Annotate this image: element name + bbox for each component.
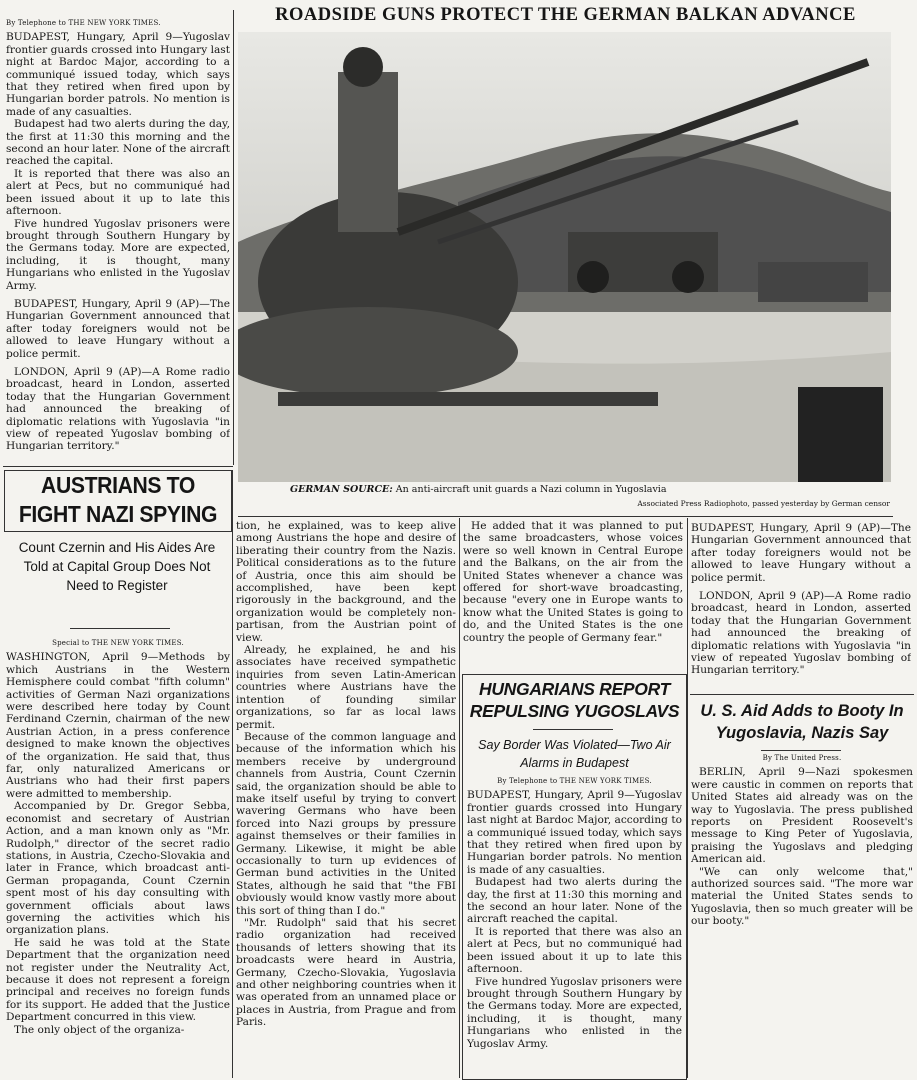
us-aid-story [691, 700, 913, 1078]
section-rule [238, 516, 893, 517]
austrians-column-2 [236, 520, 456, 1078]
paragraph: He said he was told at the State Department that the organization need not register under the Neutrality Act, because it does not represent a foreign principal and receives no foreign funds for its support. He added that the Justice Department concurred in this view. [6, 936, 230, 1024]
deck-rule [70, 628, 170, 629]
anti-aircraft-gun-photo [238, 32, 891, 482]
austrians-headline: AUSTRIANS TO FIGHT NAZI SPYING [18, 472, 218, 527]
paragraph: "Mr. Rudolph" said that his secret radio organization had received thousands of letters showing that its broadcasts were heard in Austria, Germany, Czecho-Slovakia, Yugoslavia and other neighboring countries when it was operated from an unnamed place or places in Austria, from Prague and from Paris. [236, 917, 456, 1029]
austrians-headline-box [4, 470, 232, 532]
section-rule [690, 694, 914, 695]
news-photo [238, 32, 891, 482]
byline: By Telephone to THE NEW YORK TIMES. [6, 19, 161, 27]
caption-lead: GERMAN SOURCE: [290, 484, 393, 495]
paragraph: tion, he explained, was to keep alive among Austrians the hope and desire of liberating their country from the Nazis. Political considerations as to the future of Austria, once this aim should be accomplished, have been kept rigorously in the background, and the organization would be completely non-partisan, from the Austrian point of view. [236, 520, 456, 644]
photo-credit: Associated Press Radiophoto, passed yesterday by German censor [637, 499, 890, 508]
right-brief-column [691, 522, 911, 692]
column-rule [232, 470, 233, 1078]
photo-banner: ROADSIDE GUNS PROTECT THE GERMAN BALKAN ADVANCE [275, 5, 856, 25]
photo-caption [290, 484, 890, 498]
deck-rule [761, 750, 841, 751]
hungarians-headline: HUNGARIANS REPORT REPULSING YUGOSLAVS [469, 679, 680, 721]
paragraph: LONDON, April 9 (AP)—A Rome radio broadcast, heard in London, asserted today that the Hungarian Government had announced the breaking of diplomatic relations with Yugoslavia "in view of repeated Yugoslav bombing of Hungarian territory." [6, 365, 230, 453]
austrians-deck: Count Czernin and His Aides Are Told at Capital Group Does Not Need to Register [18, 540, 216, 593]
paragraph: Already, he explained, he and his associates have received sympathetic inquiries from seven Latin-American countries where Austrians have the intention of founding similar organizations, so far as local laws permit. [236, 644, 456, 731]
column-rule [459, 518, 460, 1078]
hungarians-story-box [462, 674, 687, 1080]
austrians-column-3 [463, 520, 683, 670]
byline: By Telephone to THE NEW YORK TIMES. [497, 777, 652, 785]
paragraph: BERLIN, April 9—Nazi spokesmen were caustic in commen on reports that United States aid already was on the way to Yugoslavia. The press published reports on President Roosevelt's message to King Peter of Yugoslavia, praising the Yugoslavs and pledging American aid. [691, 766, 913, 866]
austrians-column-1 [6, 634, 230, 1078]
top-left-column [6, 14, 230, 466]
paragraph: "We can only welcome that," authorized sources said. "The more war material the United States sends to Yugoslavia, then so much greater will be our booty." [691, 865, 913, 928]
deck-rule [533, 729, 613, 730]
paragraph: He added that it was planned to put the same broadcasters, whose voices were so well known in Central Europe and the Balkans, on the air from the United States whenever a chance was offered for short-wave broadcasting, because "every one in Europe wants to know what the United States is going to do, and the United States is the one country the people of Germany fear." [463, 520, 683, 644]
paragraph: Because of the common language and because of the information which his members receive by underground channels from Austria, Count Czernin said, the organization should be able to make itself useful by trying to convert wavering Germans who have been forced into Nazi groups by pressure against themselves or their families in Germany. Likewise, it might be able occasionally to turn up evidences of German bund activities in the United States, although he said that "the FBI obviously would know vastly more about this sort of thing than I do." [236, 730, 456, 917]
column-rule [687, 518, 688, 1078]
byline: Special to THE NEW YORK TIMES. [52, 639, 184, 647]
paragraph: WASHINGTON, April 9—Methods by which Austrians in the Western Hemisphere could combat "fifth column" activities of German Nazi organizations were described here today by Count Ferdinand Czernin, chairman of the new Austrian Action, in a press conference designed to make known the objectives of the organization. He said that, thus far, only naturalized Americans or Austrians who had their first papers were admitted to membership. [6, 651, 230, 800]
paragraph: The only object of the organiza- [14, 1023, 185, 1036]
caption-text: An anti-aircraft unit guards a Nazi column in Yugoslavia [395, 484, 667, 495]
paragraph: BUDAPEST, Hungary, April 9—Yugoslav frontier guards crossed into Hungary last night at Bardoc Major, according to a communiqué issued today, which says that they retired when fired upon by Hungarian border patrols. No mention is made of any casualties. [467, 789, 682, 876]
paragraph: Five hundred Yugoslav prisoners were brought through Southern Hungary by the Germans today. More are expected, including, it is thought, many Hungarians who enlisted in the Yugoslav Army. [6, 217, 230, 292]
paragraph: BUDAPEST, Hungary, April 9—Yugoslav frontier guards crossed into Hungary last night at Bardoc Major, according to a communiqué issued today, which says that they retired when fired upon by Hungarian border patrols. No mention is made of any casualties. [6, 31, 230, 118]
paragraph: Budapest had two alerts during the day, the first at 11:30 this morning and the second an hour later. None of the aircraft reached the capital. [6, 118, 230, 168]
byline: By The United Press. [762, 754, 842, 762]
paragraph: Five hundred Yugoslav prisoners were brought through Southern Hungary by the Germans today. More are expected, including, it is thought, many Hungarians who enlisted in the Yugoslav Army. [467, 975, 682, 1050]
paragraph: BUDAPEST, Hungary, April 9 (AP)—The Hungarian Government announced that after today foreigners would not be allowed to leave Hungary without a police permit. [6, 297, 230, 360]
paragraph: It is reported that there was also an alert at Pecs, but no communiqué had been issued about it up to late this afternoon. [6, 167, 230, 218]
paragraph: Accompanied by Dr. Gregor Sebba, economist and secretary of Austrian Action, and a man known only as "Mr. Rudolph," director of the secret radio stations, in Austria, Czecho-Slovakia and later in France, which broadcast anti-German propaganda, Count Czernin spent most of his day consulting with government officials about laws governing the activities which his organization plans. [6, 800, 230, 937]
column-rule [233, 10, 234, 465]
paragraph: It is reported that there was also an alert at Pecs, but no communiqué had been issued about it up to late this afternoon. [467, 925, 682, 976]
paragraph: LONDON, April 9 (AP)—A Rome radio broadcast, heard in London, asserted today that the Hungarian Government had announced the breaking of diplomatic relations with Yugoslavia "in view of repeated Yugoslav bombing of Hungarian territory." [691, 590, 911, 677]
paragraph: Budapest had two alerts during the day, the first at 11:30 this morning and the second an hour later. None of the aircraft reached the capital. [467, 876, 682, 926]
hungarians-deck: Say Border Was Violated—Two Air Alarms in Budapest [478, 738, 671, 770]
paragraph: BUDAPEST, Hungary, April 9 (AP)—The Hungarian Government announced that after today foreigners would not be allowed to leave Hungary without a police permit. [691, 522, 911, 584]
section-rule [3, 466, 233, 467]
us-aid-headline: U. S. Aid Adds to Booty In Yugoslavia, Nazis Say [700, 702, 904, 742]
